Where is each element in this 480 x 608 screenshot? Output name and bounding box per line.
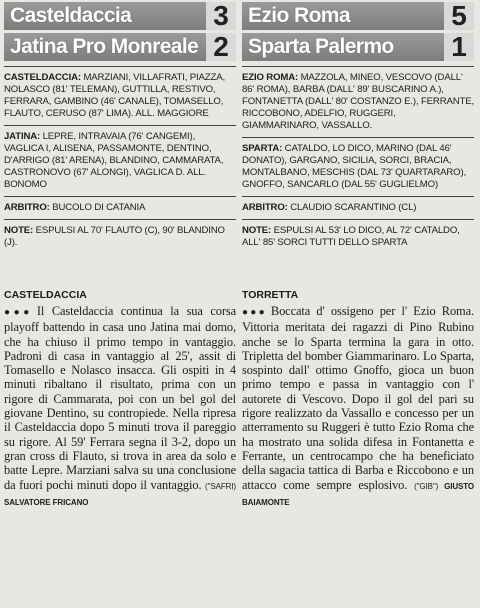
article-location: CASTELDACCIA: [4, 289, 87, 301]
team-goals: 1: [444, 33, 474, 61]
team-goals: 2: [206, 33, 236, 61]
referee: [4, 202, 236, 214]
lineup-text: MARZIANI, VILLAFRATI, PIAZZA, NOLASCO (81' TELEMAN), GUTTILLA, RESTIVO, FERRARA, GAMBINO (46' CANALE), TOMASELLO, FLAUTO, CERUSO (87' LIMA). ALL. MAGGIORE: [4, 72, 225, 119]
lineup-home: [4, 72, 236, 120]
score-row-home: [4, 2, 236, 30]
notes: [4, 225, 236, 249]
article-body: [4, 304, 236, 510]
referee-text: BUCOLO DI CATANIA: [49, 202, 146, 213]
left-column: [4, 0, 236, 510]
signature-name: SALVATORE FRICANO: [4, 497, 89, 507]
lineup-label: EZIO ROMA:: [242, 72, 299, 83]
score-row-away: [4, 33, 236, 61]
score-row-home: [242, 2, 474, 30]
referee: [242, 202, 474, 214]
referee-label: ARBITRO:: [4, 202, 50, 213]
team-goals: 5: [444, 2, 474, 30]
lineup-home: [242, 72, 474, 132]
team-name: Sparta Palermo: [248, 35, 394, 58]
lineup-text: MAZZOLA, MINEO, VESCOVO (DALL' 86' ROMA), BARBA (DALL' 89' BUSCARINO A.), FONTANETTA (DALL' 80' COSTANZO E.), FERRANTE, RICCOBONO, ADELFIO, RUGGERI, GIAMMARINARO, VASSALLO.: [242, 72, 474, 131]
divider: [242, 219, 474, 220]
divider: [4, 219, 236, 220]
score-row-away: [242, 33, 474, 61]
signature-name: GIUSTO BAIAMONTE: [242, 481, 475, 507]
lineup-label: CASTELDACCIA:: [4, 72, 81, 83]
right-column: [242, 0, 474, 510]
signature-tag: ("GIB"): [414, 481, 439, 491]
lineup-away: [242, 143, 474, 191]
lineup-away: [4, 131, 236, 191]
article-body: [242, 304, 474, 510]
divider: [4, 196, 236, 197]
lineup-label: JATINA:: [4, 131, 41, 142]
team-name: Jatina Pro Monreale: [10, 35, 199, 58]
article-text: Il Casteldaccia continua la sua corsa playoff battendo in casa uno Jatina mai domo, che ha chiuso il primo tempo in vantaggio. Padroni di casa in vantaggio al 25', assit di Tomasello e Nolasco insacca. Gli ospiti in 4 minuti ribaltano il risultato, prima con un rigore di Cammarata, poi con un bel gol del giovane Dentino, su contropiede. Nella ripresa il Casteldaccia dopo 5 minuti trova il pareggio su rigore. Al 59' Ferrara segna il 3-2, dopo un gran cross di Flauto, si trova in area da solo e batte Lepre. Marziani salva su una conclusione da fuori pochi minuti dopo il vantaggio.: [4, 304, 237, 492]
bullet-dots-icon: ●●●: [4, 307, 33, 318]
spacer: [242, 249, 474, 289]
team-goals: 3: [206, 2, 236, 30]
lineup-label: SPARTA:: [242, 143, 283, 154]
lineup-text: LEPRE, INTRAVAIA (76' CANGEMI), VAGLICA I, ALISENA, PASSAMONTE, DENTINO, D'ARRIGO (81' ARENA), BLANDINO, CAMMARATA, CASTRONOVO (67' ALONGI), VAGLICA D. ALL. BONOMO: [4, 131, 224, 190]
notes-text: ESPULSI AL 53' LO DICO, AL 72' CATALDO, ALL' 85' SORCI TUTTI DELLO SPARTA: [242, 225, 460, 248]
team-name: Ezio Roma: [248, 4, 350, 27]
lineup-text: CATALDO, LO DICO, MARINO (DAL 46' DONATO), GARGANO, SICILIA, SORCI, BRACIA, MONTALBANO, MESCHIS (DAL 73' QUARTARARO), GNOFFO, SANCARLO (DAL 55' GUGLIELMO): [242, 143, 467, 190]
bullet-dots-icon: ●●●: [242, 307, 267, 318]
spacer: [4, 249, 236, 289]
article-location: TORRETTA: [242, 289, 299, 301]
notes: [242, 225, 474, 249]
team-name: Casteldaccia: [10, 4, 132, 27]
signature-tag: ("SAFRI): [205, 481, 236, 491]
notes-label: NOTE:: [242, 225, 272, 236]
notes-label: NOTE:: [4, 225, 34, 236]
notes-text: ESPULSI AL 70' FLAUTO (C), 90' BLANDINO (J).: [4, 225, 225, 248]
divider: [242, 196, 474, 197]
divider: [4, 125, 236, 126]
referee-text: CLAUDIO SCARANTINO (CL): [287, 202, 417, 213]
divider: [242, 137, 474, 138]
divider: [242, 66, 474, 67]
article-text: Boccata d' ossigeno per l' Ezio Roma. Vittoria meritata dei ragazzi di Pino Rubino anche se lo Sparta termina la gara in otto. Tripletta del bomber Giammarinaro. Lo Sparta, sospinto dall' ottimo Gnoffo, gioca un buon primo tempo e passa in vantaggio con l' autorete di Vescovo. Dopo il gol del pari su rigore realizzato da Vassallo e concesso per un atterramento su Ruggeri è tutto Ezio Roma che ha mostrato una solida difesa in Fontanetta e Ferrante, un centrocampo che ha beneficiato della sagacia tattica di Barba e Riccobono e un attacco come sempre esplosivo.: [242, 304, 474, 492]
divider: [4, 66, 236, 67]
referee-label: ARBITRO:: [242, 202, 288, 213]
